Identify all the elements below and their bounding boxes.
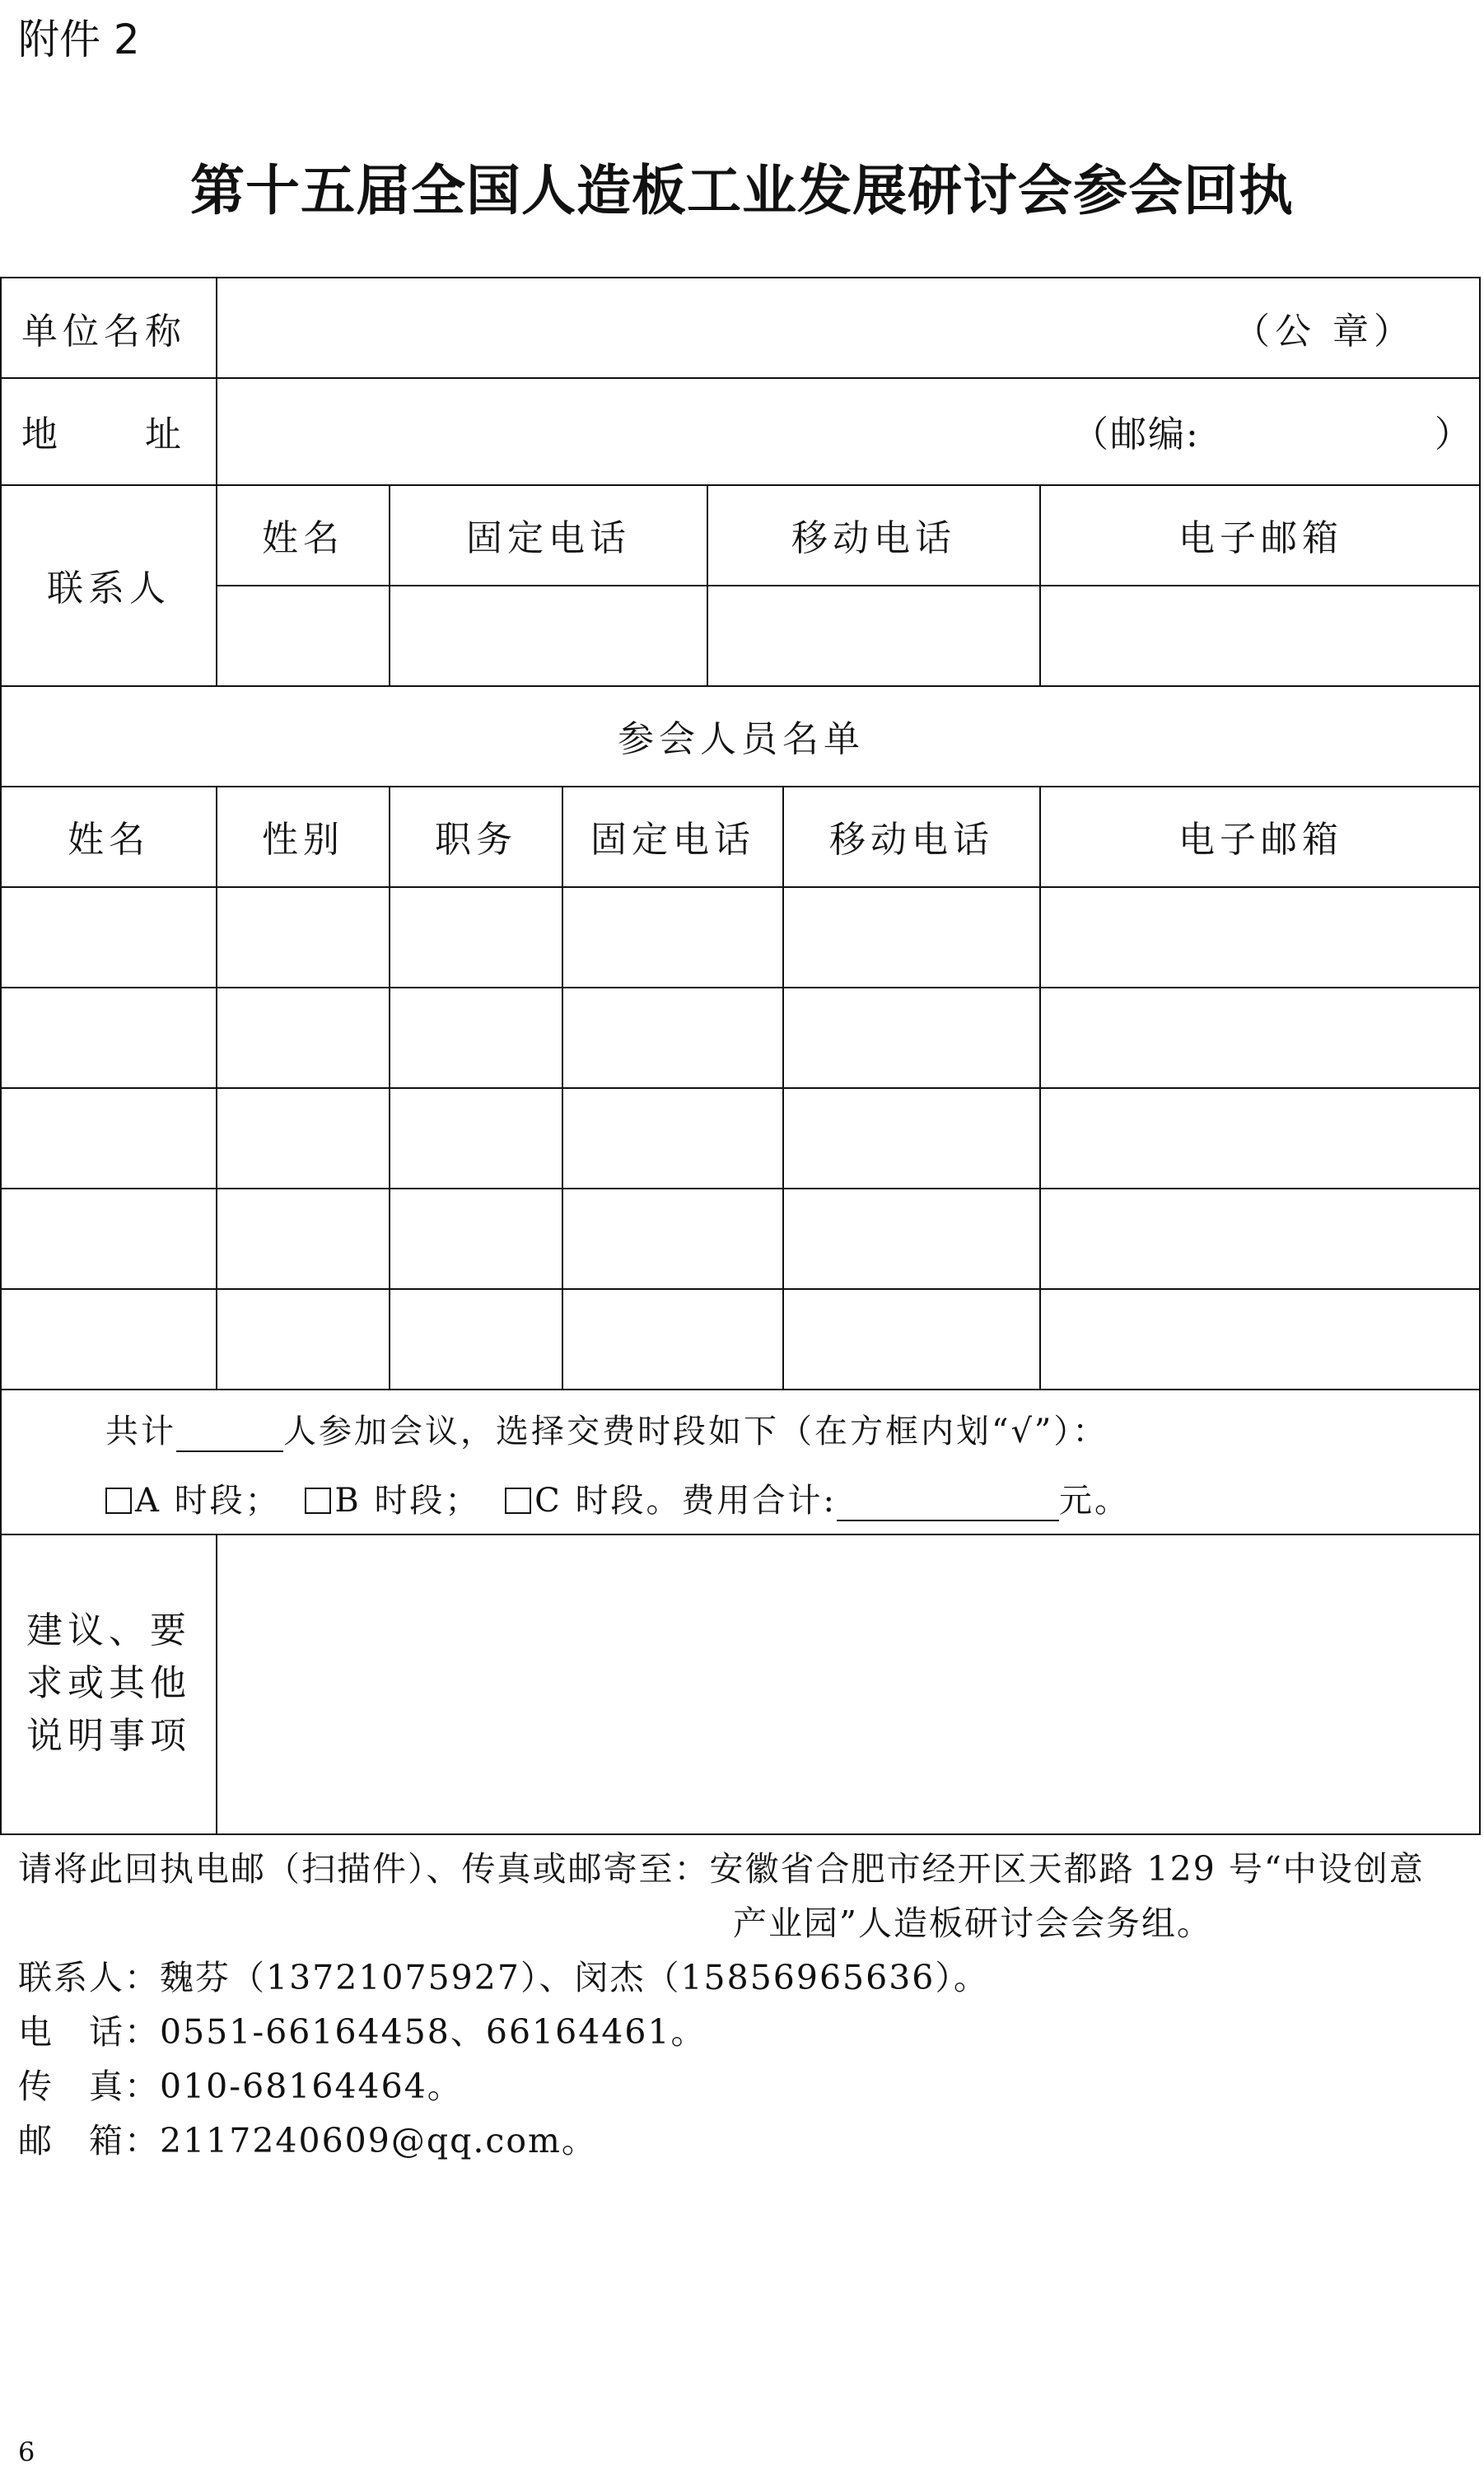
receipt-form-table (0, 277, 1481, 1835)
option-c-label: C 时段。费用合计: (534, 1482, 837, 1520)
option-a-label: A 时段； (135, 1482, 281, 1520)
suggestion-label-line: 求或其他 (26, 1662, 191, 1704)
attendee-row[interactable] (2, 1290, 1481, 1389)
postcode-close: ） (1435, 413, 1476, 455)
attendee-count-field[interactable] (176, 1414, 283, 1452)
attendee-header-landline: 固定电话 (590, 819, 755, 861)
option-a-checkbox[interactable] (105, 1488, 132, 1514)
contact-label: 联系人 (47, 568, 170, 610)
email-address: 邮 箱：2117240609@qq.com。 (18, 2121, 597, 2160)
suggestion-label-line: 建议、要 (26, 1609, 191, 1651)
phone-numbers: 电 话：0551-66164458、66164461。 (18, 2012, 707, 2052)
currency-suffix: 元。 (1058, 1482, 1130, 1520)
total-suffix: 人参加会议，选择交费时段如下（在方框内划“√”）： (283, 1413, 1108, 1450)
fee-option-line (105, 1474, 1130, 1521)
unit-name-field[interactable] (217, 278, 1481, 377)
attendee-header-position: 职务 (435, 819, 517, 861)
contact-landline-field[interactable] (390, 586, 707, 685)
attendee-section-title: 参会人员名单 (618, 718, 865, 760)
suggestion-label (26, 1605, 191, 1763)
seal-note: （公 章） (1234, 311, 1415, 353)
option-b-checkbox[interactable] (305, 1488, 331, 1514)
attendee-header-gender: 性别 (262, 819, 344, 861)
contact-header-landline: 固定电话 (466, 517, 631, 559)
attendee-row[interactable] (2, 1189, 1481, 1288)
contact-email-field[interactable] (1041, 586, 1481, 685)
contact-header-name: 姓名 (262, 517, 344, 559)
total-line (105, 1405, 1108, 1452)
contact-header-email: 电子邮箱 (1178, 517, 1343, 559)
postcode-field[interactable] (1220, 377, 1435, 484)
option-c-checkbox[interactable] (505, 1488, 531, 1514)
attendee-header-mobile: 移动电话 (829, 819, 994, 861)
send-instructions-line1: 请将此回执电邮（扫描件）、传真或邮寄至：安徽省合肥市经开区天都路 129 号“中设创意 (18, 1849, 1425, 1889)
attendee-header-name: 姓名 (68, 819, 150, 861)
attendee-row[interactable] (2, 1089, 1481, 1188)
page-title: 第十五届全国人造板工业发展研讨会参会回执 (190, 158, 1294, 222)
row-divider (2, 1389, 1481, 1390)
attendee-header-email: 电子邮箱 (1178, 819, 1343, 861)
contact-header-mobile: 移动电话 (791, 517, 956, 559)
postcode-open: （邮编: (1072, 413, 1200, 455)
fee-total-field[interactable] (837, 1483, 1059, 1521)
unit-name-label: 单位名称 (21, 311, 186, 353)
attachment-label: 附件 2 (18, 16, 140, 63)
suggestion-field[interactable] (217, 1535, 1481, 1833)
attendee-row[interactable] (2, 888, 1481, 987)
fax-number: 传 真：010-68164464。 (18, 2067, 463, 2106)
contact-persons: 联系人：魏芬（13721075927）、闵杰（15856965636）。 (18, 1958, 989, 1997)
total-prefix: 共计 (105, 1413, 176, 1450)
contact-name-field[interactable] (217, 586, 389, 685)
send-instructions-line2: 产业园”人造板研讨会会务组。 (733, 1903, 1212, 1943)
page-number: 6 (18, 2436, 35, 2468)
address-label: 地 址 (21, 413, 186, 455)
contact-mobile-field[interactable] (708, 586, 1039, 685)
option-b-label: B 时段； (334, 1482, 481, 1520)
suggestion-label-line: 说明事项 (26, 1715, 191, 1757)
attendee-row[interactable] (2, 988, 1481, 1087)
